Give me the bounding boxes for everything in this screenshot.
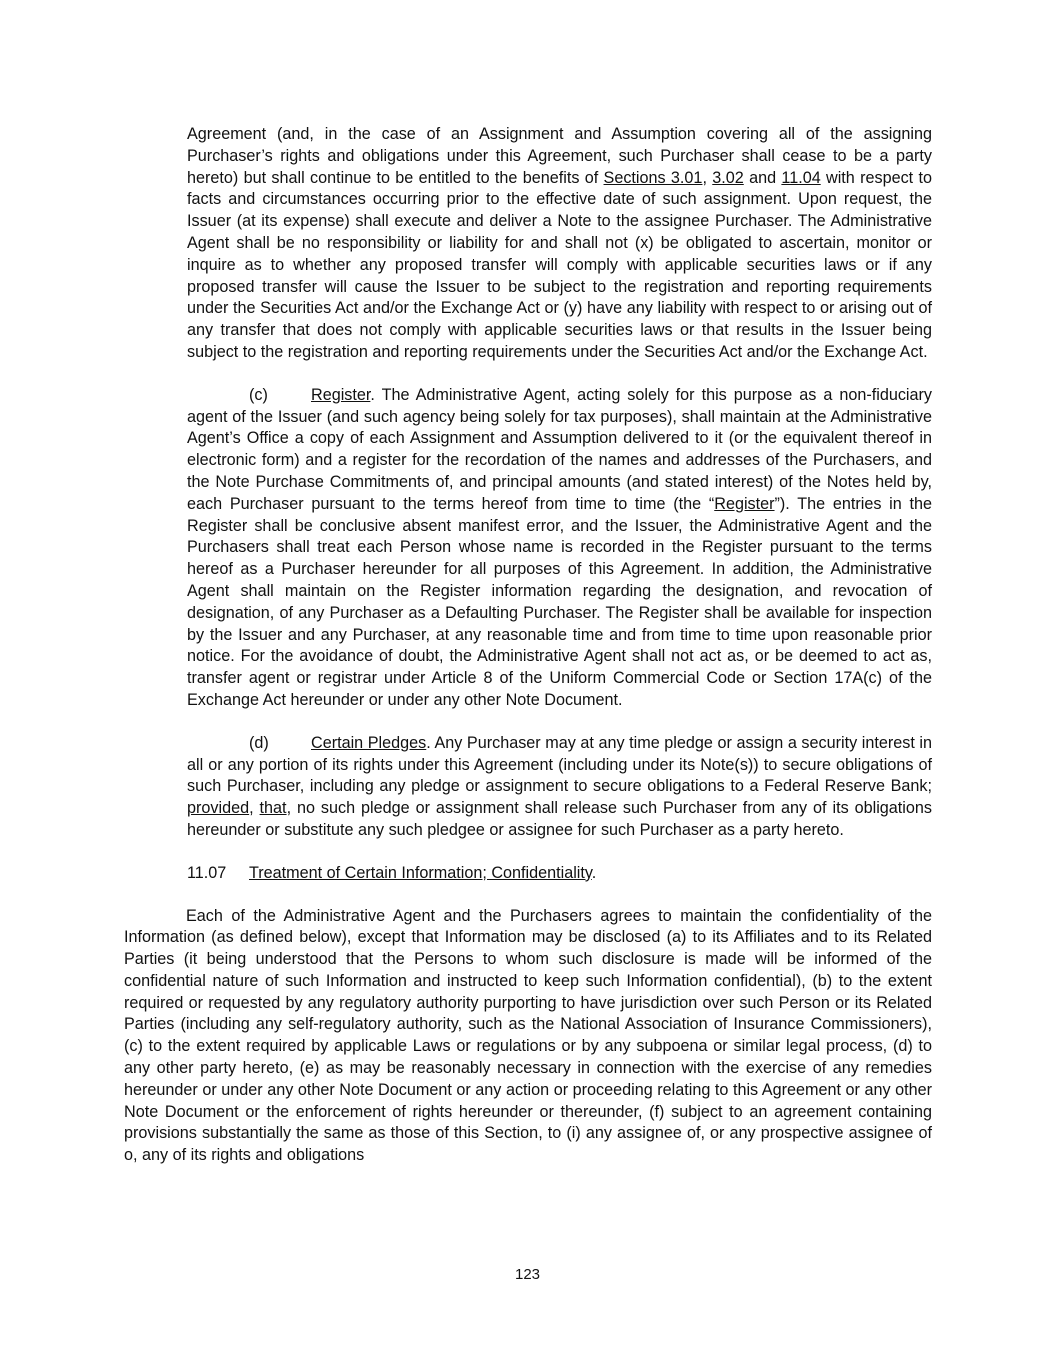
paragraph-register [187,385,932,712]
term-provided: provided [187,799,250,818]
text-run: with respect to facts and circumstances occurring prior to the effective date of such assignment. Upon request, the Issuer (at its expense) shall execute and deliver a Note to the assignee Purchaser. The Administrative Agent shall be no responsibility or liability for and shall not (x) be obligated to ascertain, monitor or inquire as to whether any proposed transfer will comply with applicable securities laws or if any proposed transfer will cause the Issuer to be subject to the registration and reporting requirements under the Securities Act and/or the Exchange Act or (y) have any liability with respect to or arising out of any transfer that does not comply with applicable securities laws or that results in the Issuer being subject to the registration and reporting requirements under the Securities Act and/or the Exchange Act. [187,168,932,361]
defined-term-register: Register [714,494,775,513]
text-run: Agreement (and, in the case of an Assignment and Assumption covering all of the assigning Purchaser’s rights and obligations under this Agreement, such Purchaser shall cease to be a party hereto) but shall continue to be entitled to the benefits of [187,125,932,187]
text-run: , [702,168,713,187]
sections-3-01-reference: Sections 3.01 [603,168,703,187]
text-run: , no such pledge or assignment shall release such Purchaser from any of its obligations hereunder or substitute any such pledgee or assignee for such Purchaser as a party hereto. [187,799,932,839]
term-that: that [259,799,287,818]
section-11-04-reference: 11.04 [781,168,821,187]
text-run: ”). The entries in the Register shall be conclusive absent manifest error, and the Issuer, the Administrative Agent and the Purchasers shall treat each Person whose name is recorded in the Register pursuant to the terms hereof as a Purchaser hereunder for all purposes of this Agreement. In addition, the Administrative Agent shall maintain on the Register information regarding the designation, and revocation of designation, of any Purchaser as a Defaulting Purchaser. The Register shall be available for inspection by the Issuer and any Purchaser, at any reasonable time and from time to time upon reasonable prior notice. For the avoidance of doubt, the Administrative Agent shall not act as, or be deemed to act as, transfer agent or registrar under Article 8 of the Uniform Commercial Code or Section 17A(c) of the Exchange Act hereunder or under any other Note Document. [187,494,932,709]
paragraph-confidentiality: Each of the Administrative Agent and the Purchasers agrees to maintain the confidentiality of the Information (as defined below), except that Information may be disclosed (a) to its Affiliates and to its Related Parties (it being understood that the Persons to whom such disclosure is made will be informed of the confidential nature of such Information and instructed to keep such Information confidential), (b) to the extent required or requested by any regulatory authority purporting to have jurisdiction over such Person or its Related Parties (including any self-regulatory authority, such as the National Association of Insurance Commissioners), (c) to the extent required by applicable Laws or regulations or by any subpoena or similar legal process, (d) to any other party hereto, (e) as may be reasonably necessary in connection with the exercise of any remedies hereunder or under any other Note Document or any action or proceeding relating to this Agreement or any other Note Document or the enforcement of rights hereunder or thereunder, (f) subject to an agreement containing provisions substantially the same as those of this Section, to (i) any assignee of, or any prospective assignee of o, any of its rights and obligations [124,906,932,1165]
paragraph-certain-pledges [187,733,932,842]
clause-label-d: (d) [249,733,269,752]
section-heading-11-07 [187,863,932,885]
text-run: . [591,863,597,882]
page-content [124,124,932,1167]
page-number: 123 [514,1266,541,1283]
section-3-02-reference: 3.02 [712,168,744,187]
paragraph-assignment-continuation [187,124,932,364]
text-run: . The Administrative Agent, acting solely for this purpose as a non-fiduciary agent of the Issuer (and such agency being solely for tax purposes), shall maintain at the Administrative Agent’s Office a copy of each Assignment and Assumption delivered to it (or the equivalent thereof in electronic form) and a register for the recordation of the names and addresses of the Purchasers, and the Note Purchase Commitments of, and principal amounts (and stated interest) of the Notes held by, each Purchaser pursuant to the terms hereof from time to time (the “ [187,385,932,513]
text-run: , [249,799,260,818]
text-run: . Any Purchaser may at any time pledge or assign a security interest in all or any portion of its rights under this Agreement (including under its Note(s)) to secure obligations of such Purchaser, including any pledge or assignment to secure obligations to a Federal Reserve Bank; [187,733,932,796]
section-title: Treatment of Certain Information; Confidentiality [249,863,592,882]
clause-label-c: (c) [249,385,268,404]
text-run: and [743,168,782,187]
clause-title-certain-pledges: Certain Pledges [311,733,427,752]
section-number: 11.07 [187,863,227,882]
clause-title-register: Register [311,385,371,404]
